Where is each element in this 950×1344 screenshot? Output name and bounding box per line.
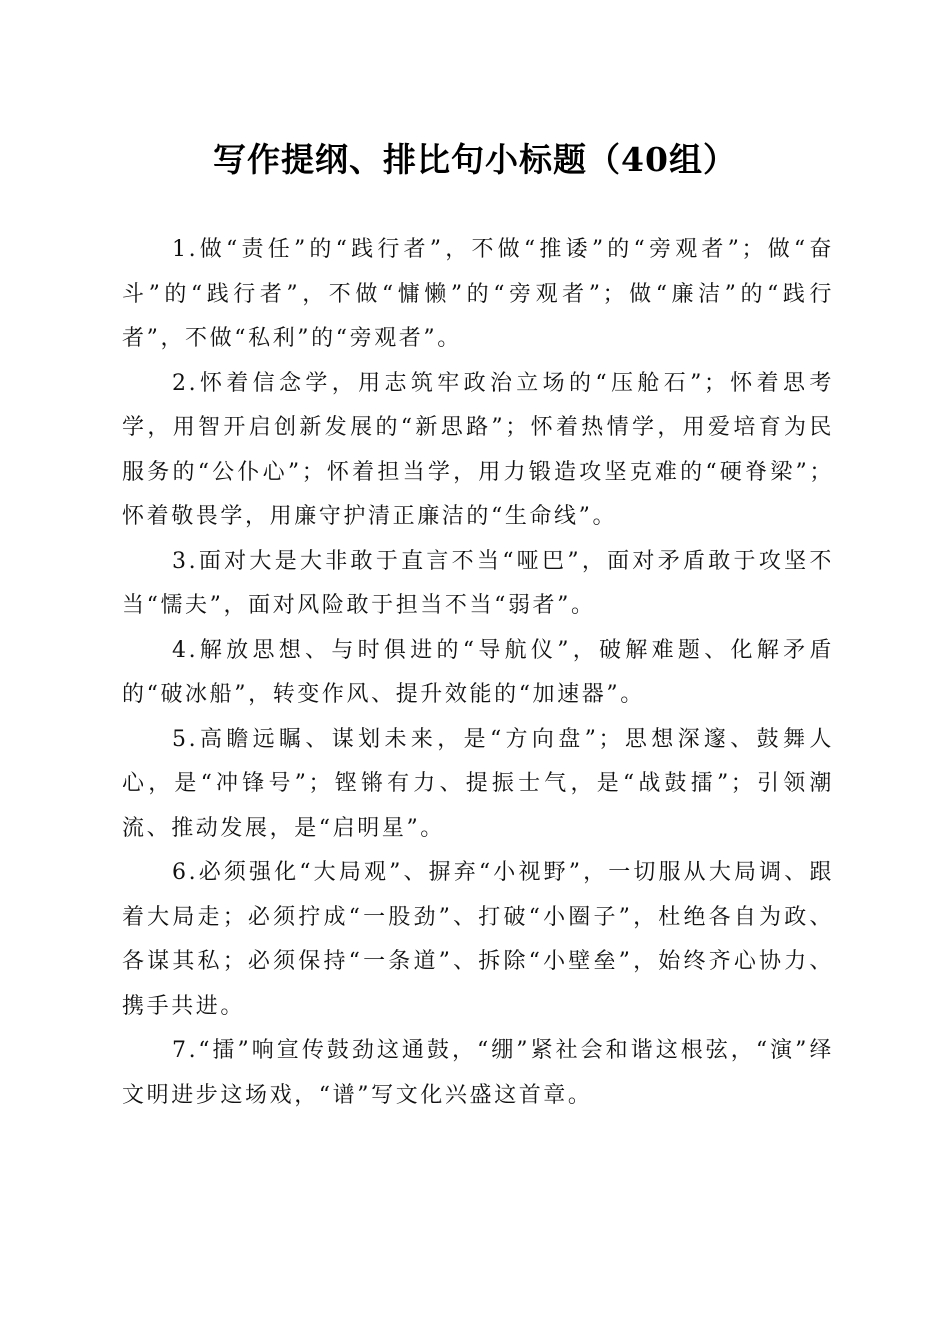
document-title: 写作提纲、排比句小标题（40组）	[213, 140, 737, 179]
paragraph-4: 4.解放思想、与时俱进的“导航仪”，破解难题、化解矛盾的“破冰船”，转变作风、提升效能的“加速器”。	[122, 637, 834, 707]
paragraph-2: 2.怀着信念学，用志筑牢政治立场的“压舱石”；怀着思考学，用智开启创新发展的“新思路”；怀着热情学，用爱培育为民服务的“公仆心”；怀着担当学，用力锻造攻坚克难的“硬脊梁”；怀着敬畏学，用廉守护清正廉洁的“生命线”。	[122, 370, 834, 529]
paragraph-3: 3.面对大是大非敢于直言不当“哑巴”，面对矛盾敢于攻坚不当“懦夫”，面对风险敢于担当不当“弱者”。	[122, 548, 834, 618]
paragraph-7: 7.“擂”响宣传鼓劲这通鼓，“绷”紧社会和谐这根弦，“演”绎文明进步这场戏，“谱”写文化兴盛这首章。	[122, 1038, 834, 1108]
document-body	[122, 228, 834, 1118]
paragraph-6: 6.必须强化“大局观”、摒弃“小视野”，一切服从大局调、跟着大局走；必须拧成“一股劲”、打破“小圈子”，杜绝各自为政、各谋其私；必须保持“一条道”、拆除“小壁垒”，始终齐心协力、携手共进。	[122, 860, 834, 1019]
paragraph-1: 1.做“责任”的“践行者”，不做“推诿”的“旁观者”；做“奋斗”的“践行者”，不做“慵懒”的“旁观者”；做“廉洁”的“践行者”，不做“私利”的“旁观者”。	[122, 237, 834, 351]
paragraph-5: 5.高瞻远瞩、谋划未来，是“方向盘”；思想深邃、鼓舞人心，是“冲锋号”；铿锵有力、提振士气，是“战鼓擂”；引领潮流、推动发展，是“启明星”。	[122, 726, 834, 841]
